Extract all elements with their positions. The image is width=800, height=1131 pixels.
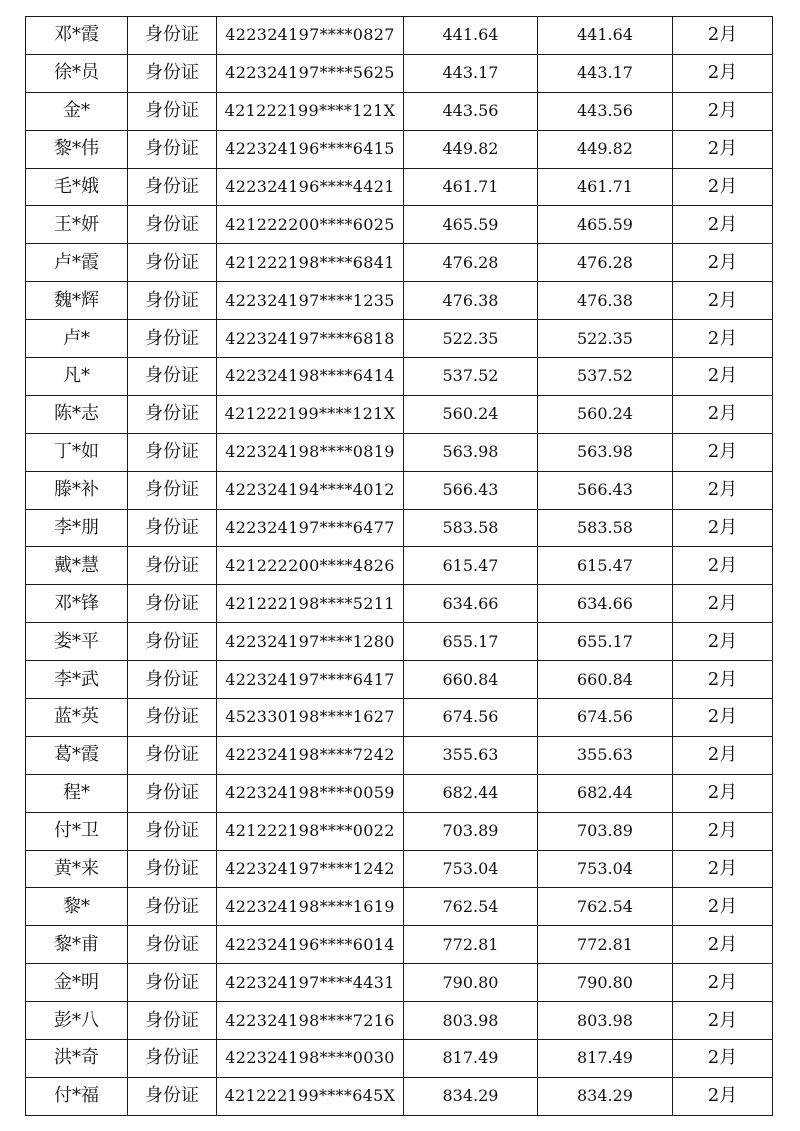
id-type-cell: 身份证 <box>128 926 217 964</box>
payment-roster-table <box>25 16 773 1116</box>
amount-cell: 660.84 <box>404 661 538 699</box>
table-row <box>26 850 773 888</box>
amount-cell: 753.04 <box>404 850 538 888</box>
table-row <box>26 509 773 547</box>
id-type-cell: 身份证 <box>128 774 217 812</box>
name-cell: 陈*志 <box>26 395 128 433</box>
name-cell: 滕*补 <box>26 471 128 509</box>
month-cell: 2月 <box>673 320 773 358</box>
table-row <box>26 358 773 396</box>
month-cell: 2月 <box>673 54 773 92</box>
id-number-cell: 422324198****1619 <box>217 888 404 926</box>
month-cell: 2月 <box>673 850 773 888</box>
id-type-cell: 身份证 <box>128 1002 217 1040</box>
id-number-cell: 421222198****6841 <box>217 244 404 282</box>
amount-cell: 803.98 <box>404 1002 538 1040</box>
amount-cell: 615.47 <box>404 547 538 585</box>
amount-cell: 817.49 <box>404 1040 538 1078</box>
name-cell: 娄*平 <box>26 623 128 661</box>
name-cell: 蓝*英 <box>26 699 128 737</box>
total-cell: 465.59 <box>538 206 673 244</box>
total-cell: 522.35 <box>538 320 673 358</box>
id-number-cell: 422324197****1280 <box>217 623 404 661</box>
id-type-cell: 身份证 <box>128 736 217 774</box>
month-cell: 2月 <box>673 244 773 282</box>
id-type-cell: 身份证 <box>128 206 217 244</box>
amount-cell: 834.29 <box>404 1077 538 1115</box>
name-cell: 彭*八 <box>26 1002 128 1040</box>
name-cell: 黄*来 <box>26 850 128 888</box>
table-row <box>26 699 773 737</box>
table-row <box>26 433 773 471</box>
id-type-cell: 身份证 <box>128 395 217 433</box>
name-cell: 金* <box>26 92 128 130</box>
name-cell: 程* <box>26 774 128 812</box>
amount-cell: 441.64 <box>404 17 538 55</box>
id-number-cell: 422324198****0030 <box>217 1040 404 1078</box>
amount-cell: 476.38 <box>404 282 538 320</box>
name-cell: 黎*伟 <box>26 130 128 168</box>
id-number-cell: 421222199****645X <box>217 1077 404 1115</box>
id-type-cell: 身份证 <box>128 320 217 358</box>
id-type-cell: 身份证 <box>128 661 217 699</box>
name-cell: 黎*甫 <box>26 926 128 964</box>
amount-cell: 355.63 <box>404 736 538 774</box>
amount-cell: 443.56 <box>404 92 538 130</box>
id-type-cell: 身份证 <box>128 168 217 206</box>
total-cell: 753.04 <box>538 850 673 888</box>
table-row <box>26 395 773 433</box>
id-number-cell: 422324198****7242 <box>217 736 404 774</box>
id-type-cell: 身份证 <box>128 585 217 623</box>
id-type-cell: 身份证 <box>128 244 217 282</box>
name-cell: 戴*慧 <box>26 547 128 585</box>
total-cell: 772.81 <box>538 926 673 964</box>
id-number-cell: 422324198****0059 <box>217 774 404 812</box>
id-type-cell: 身份证 <box>128 130 217 168</box>
month-cell: 2月 <box>673 433 773 471</box>
id-number-cell: 421222200****6025 <box>217 206 404 244</box>
id-type-cell: 身份证 <box>128 547 217 585</box>
id-number-cell: 422324197****1242 <box>217 850 404 888</box>
id-type-cell: 身份证 <box>128 471 217 509</box>
total-cell: 762.54 <box>538 888 673 926</box>
total-cell: 443.17 <box>538 54 673 92</box>
id-type-cell: 身份证 <box>128 850 217 888</box>
table-row <box>26 92 773 130</box>
id-number-cell: 422324197****5625 <box>217 54 404 92</box>
month-cell: 2月 <box>673 926 773 964</box>
id-type-cell: 身份证 <box>128 812 217 850</box>
id-number-cell: 422324198****0819 <box>217 433 404 471</box>
month-cell: 2月 <box>673 661 773 699</box>
amount-cell: 682.44 <box>404 774 538 812</box>
id-number-cell: 422324197****6818 <box>217 320 404 358</box>
month-cell: 2月 <box>673 206 773 244</box>
total-cell: 560.24 <box>538 395 673 433</box>
month-cell: 2月 <box>673 774 773 812</box>
amount-cell: 449.82 <box>404 130 538 168</box>
id-number-cell: 421222200****4826 <box>217 547 404 585</box>
name-cell: 徐*员 <box>26 54 128 92</box>
month-cell: 2月 <box>673 736 773 774</box>
name-cell: 付*卫 <box>26 812 128 850</box>
id-number-cell: 422324198****6414 <box>217 358 404 396</box>
id-type-cell: 身份证 <box>128 282 217 320</box>
total-cell: 476.38 <box>538 282 673 320</box>
name-cell: 丁*如 <box>26 433 128 471</box>
month-cell: 2月 <box>673 358 773 396</box>
id-number-cell: 422324196****6014 <box>217 926 404 964</box>
amount-cell: 790.80 <box>404 964 538 1002</box>
amount-cell: 461.71 <box>404 168 538 206</box>
name-cell: 凡* <box>26 358 128 396</box>
total-cell: 634.66 <box>538 585 673 623</box>
id-type-cell: 身份证 <box>128 699 217 737</box>
name-cell: 李*武 <box>26 661 128 699</box>
total-cell: 461.71 <box>538 168 673 206</box>
amount-cell: 674.56 <box>404 699 538 737</box>
amount-cell: 465.59 <box>404 206 538 244</box>
table-row <box>26 888 773 926</box>
amount-cell: 762.54 <box>404 888 538 926</box>
id-number-cell: 422324196****4421 <box>217 168 404 206</box>
id-type-cell: 身份证 <box>128 623 217 661</box>
id-number-cell: 422324194****4012 <box>217 471 404 509</box>
table-row <box>26 926 773 964</box>
month-cell: 2月 <box>673 623 773 661</box>
table-row <box>26 130 773 168</box>
id-number-cell: 421222199****121X <box>217 92 404 130</box>
table-row <box>26 1002 773 1040</box>
total-cell: 682.44 <box>538 774 673 812</box>
id-type-cell: 身份证 <box>128 433 217 471</box>
amount-cell: 522.35 <box>404 320 538 358</box>
id-type-cell: 身份证 <box>128 888 217 926</box>
amount-cell: 703.89 <box>404 812 538 850</box>
total-cell: 355.63 <box>538 736 673 774</box>
id-type-cell: 身份证 <box>128 17 217 55</box>
name-cell: 卢*霞 <box>26 244 128 282</box>
month-cell: 2月 <box>673 812 773 850</box>
table-row <box>26 812 773 850</box>
total-cell: 583.58 <box>538 509 673 547</box>
total-cell: 563.98 <box>538 433 673 471</box>
month-cell: 2月 <box>673 964 773 1002</box>
table-row <box>26 774 773 812</box>
table-row <box>26 471 773 509</box>
roster-table-body <box>26 17 773 1116</box>
id-type-cell: 身份证 <box>128 1077 217 1115</box>
id-type-cell: 身份证 <box>128 509 217 547</box>
month-cell: 2月 <box>673 282 773 320</box>
amount-cell: 583.58 <box>404 509 538 547</box>
table-row <box>26 661 773 699</box>
name-cell: 毛*娥 <box>26 168 128 206</box>
id-type-cell: 身份证 <box>128 54 217 92</box>
table-row <box>26 736 773 774</box>
amount-cell: 443.17 <box>404 54 538 92</box>
table-row <box>26 168 773 206</box>
table-row <box>26 623 773 661</box>
id-number-cell: 422324197****4431 <box>217 964 404 1002</box>
total-cell: 441.64 <box>538 17 673 55</box>
table-row <box>26 206 773 244</box>
name-cell: 邓*霞 <box>26 17 128 55</box>
name-cell: 洪*奇 <box>26 1040 128 1078</box>
total-cell: 537.52 <box>538 358 673 396</box>
total-cell: 790.80 <box>538 964 673 1002</box>
id-number-cell: 421222198****5211 <box>217 585 404 623</box>
total-cell: 660.84 <box>538 661 673 699</box>
id-type-cell: 身份证 <box>128 1040 217 1078</box>
amount-cell: 566.43 <box>404 471 538 509</box>
amount-cell: 655.17 <box>404 623 538 661</box>
month-cell: 2月 <box>673 395 773 433</box>
table-row <box>26 547 773 585</box>
total-cell: 615.47 <box>538 547 673 585</box>
table-row <box>26 585 773 623</box>
month-cell: 2月 <box>673 509 773 547</box>
table-row <box>26 54 773 92</box>
id-number-cell: 421222198****0022 <box>217 812 404 850</box>
id-number-cell: 452330198****1627 <box>217 699 404 737</box>
total-cell: 443.56 <box>538 92 673 130</box>
month-cell: 2月 <box>673 168 773 206</box>
id-number-cell: 422324197****1235 <box>217 282 404 320</box>
name-cell: 李*朋 <box>26 509 128 547</box>
month-cell: 2月 <box>673 92 773 130</box>
name-cell: 葛*霞 <box>26 736 128 774</box>
month-cell: 2月 <box>673 17 773 55</box>
total-cell: 655.17 <box>538 623 673 661</box>
name-cell: 卢* <box>26 320 128 358</box>
table-row <box>26 1040 773 1078</box>
amount-cell: 537.52 <box>404 358 538 396</box>
amount-cell: 772.81 <box>404 926 538 964</box>
total-cell: 803.98 <box>538 1002 673 1040</box>
amount-cell: 560.24 <box>404 395 538 433</box>
total-cell: 817.49 <box>538 1040 673 1078</box>
month-cell: 2月 <box>673 888 773 926</box>
amount-cell: 563.98 <box>404 433 538 471</box>
name-cell: 金*明 <box>26 964 128 1002</box>
id-number-cell: 421222199****121X <box>217 395 404 433</box>
total-cell: 476.28 <box>538 244 673 282</box>
name-cell: 邓*锋 <box>26 585 128 623</box>
amount-cell: 634.66 <box>404 585 538 623</box>
table-row <box>26 282 773 320</box>
id-number-cell: 422324196****6415 <box>217 130 404 168</box>
table-row <box>26 244 773 282</box>
id-type-cell: 身份证 <box>128 358 217 396</box>
month-cell: 2月 <box>673 1002 773 1040</box>
total-cell: 449.82 <box>538 130 673 168</box>
name-cell: 黎* <box>26 888 128 926</box>
month-cell: 2月 <box>673 1040 773 1078</box>
id-number-cell: 422324198****7216 <box>217 1002 404 1040</box>
table-row <box>26 964 773 1002</box>
id-type-cell: 身份证 <box>128 964 217 1002</box>
name-cell: 王*妍 <box>26 206 128 244</box>
month-cell: 2月 <box>673 1077 773 1115</box>
id-number-cell: 422324197****6417 <box>217 661 404 699</box>
id-number-cell: 422324197****6477 <box>217 509 404 547</box>
amount-cell: 476.28 <box>404 244 538 282</box>
total-cell: 674.56 <box>538 699 673 737</box>
table-row <box>26 320 773 358</box>
table-row <box>26 17 773 55</box>
month-cell: 2月 <box>673 699 773 737</box>
table-row <box>26 1077 773 1115</box>
id-type-cell: 身份证 <box>128 92 217 130</box>
name-cell: 魏*辉 <box>26 282 128 320</box>
month-cell: 2月 <box>673 585 773 623</box>
month-cell: 2月 <box>673 547 773 585</box>
month-cell: 2月 <box>673 130 773 168</box>
id-number-cell: 422324197****0827 <box>217 17 404 55</box>
total-cell: 834.29 <box>538 1077 673 1115</box>
month-cell: 2月 <box>673 471 773 509</box>
total-cell: 703.89 <box>538 812 673 850</box>
name-cell: 付*福 <box>26 1077 128 1115</box>
total-cell: 566.43 <box>538 471 673 509</box>
